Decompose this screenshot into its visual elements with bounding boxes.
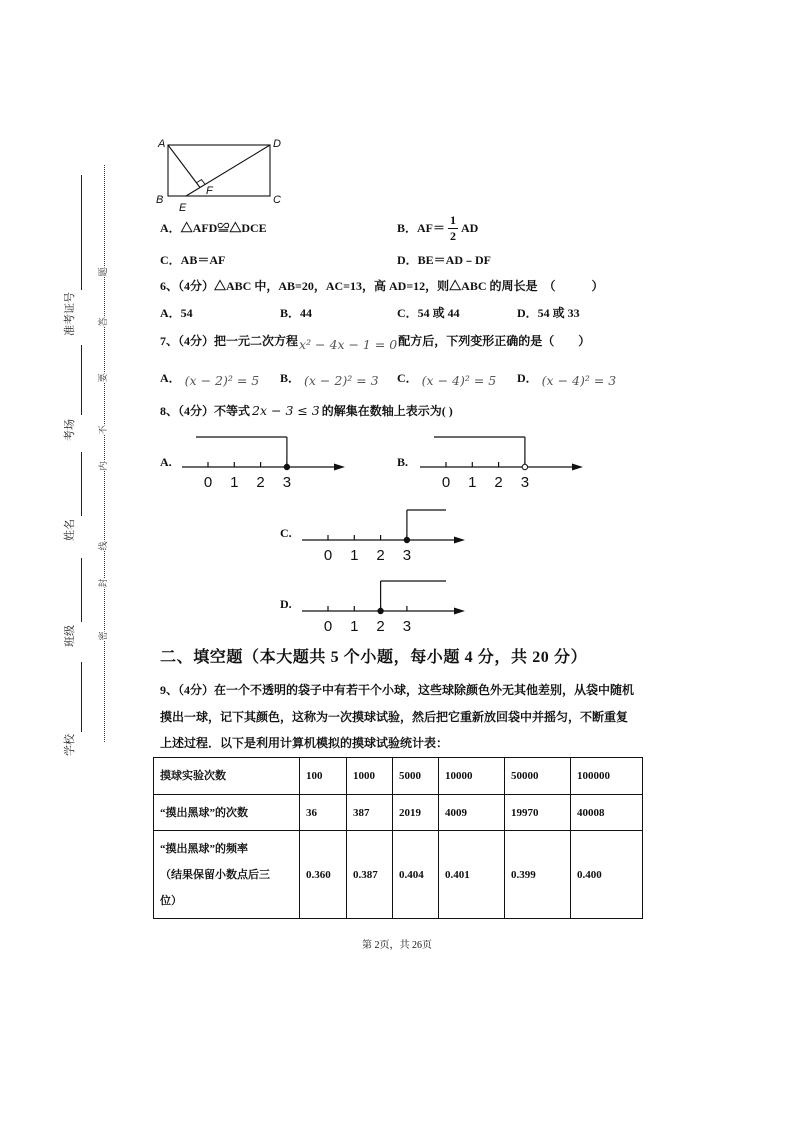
class-underline [81,558,82,622]
q5-option-a [160,220,267,236]
tick-label: 1 [350,618,359,635]
quadratic-equation: x² − 4x − 1 = 0 [299,337,398,352]
tick-label: 3 [402,618,412,635]
seal-char: 题 [99,267,109,277]
option-text: 54 [180,306,193,320]
tick-label: 0 [441,474,451,491]
option-letter: A． [160,371,181,385]
option-letter: C． [397,306,418,320]
q9-text-line: 上述过程．以下是利用计算机模拟的摸球试验统计表： [160,736,449,750]
q9-text-line: 摸出一球，记下其颜色，这称为一次摸球试验，然后把它重新放回袋中并摇匀，不断重复 [160,710,629,724]
option-letter: A． [160,221,181,235]
q7-option-a [160,370,259,386]
seal-char: 内 [99,461,109,471]
fraction-numerator: 1 [450,212,457,227]
q6-option-d [517,305,580,321]
point-label-e: E [179,202,187,214]
row-header-line: （结果保留小数点后三 [160,868,270,881]
segment-ed [186,145,270,196]
option-letter: D． [517,306,538,320]
fraction-one-half [448,213,458,244]
school-underline [81,662,82,732]
tick-label: 3 [520,474,530,491]
q6-stem: 6、（4分）△ABC 中，AB=20，AC=13，高 AD=12，则△ABC 的周长是 （ ） [160,279,604,293]
tick-label: 0 [203,474,213,491]
option-letter: A． [160,306,181,320]
q6-option-b [280,305,312,321]
option-letter: B． [397,221,418,235]
option-letter: C． [160,253,181,267]
axis-arrow-icon [572,464,583,471]
q5-option-d [397,252,491,268]
stem-text: 7、（4分）把一元二次方程 [160,334,299,348]
axis-arrow-icon [334,464,345,471]
table-cell: 19970 [505,795,571,831]
number-line-option-c [298,503,470,565]
tick-label: 2 [376,618,385,635]
table-cell: 2019 [393,795,439,831]
q7-option-c [397,370,496,386]
option-formula: (x − 2)² = 3 [304,373,379,388]
table-row [154,795,643,831]
tick-label: 3 [402,547,412,564]
row-header-line: “摸出黑球”的频率 [160,842,248,855]
room-underline [81,345,82,415]
name-label: 姓名 [63,519,76,541]
option-text: AB＝AF [180,253,226,267]
q6-option-a [160,305,193,321]
table-row [154,758,643,795]
point-label-f: F [206,185,213,197]
seal-char: 密 [99,631,109,641]
option-text: △AFD≌△DCE [180,221,267,235]
q8-option-b-letter: B. [397,455,409,469]
row-header: “摸出黑球”的次数 [154,795,300,831]
tick-label: 0 [323,547,333,564]
table-cell: 5000 [393,758,439,795]
page-number: 第 2页，共 26页 [362,940,432,951]
tick-label: 3 [282,474,292,491]
option-text: AF＝ [417,221,446,235]
q7-stem [160,333,591,352]
table-cell: 0.404 [393,831,439,919]
option-formula: (x − 4)² = 3 [541,373,617,388]
option-letter: C． [397,371,418,385]
q8-option-a-letter: A. [160,455,172,469]
option-text: 54 或 33 [537,306,580,320]
inequality: 2x − 3 ≤ 3 [252,403,320,418]
segment-af [168,145,200,188]
fraction-denominator: 2 [450,228,457,243]
row-header: 摸球实验次数 [154,758,300,795]
seal-char: 线 [99,541,109,551]
table-cell: 100000 [571,758,643,795]
row-header [154,831,300,919]
number-line-option-b [416,430,588,492]
q7-option-b [280,370,379,386]
room-label: 考场 [63,419,76,441]
q5-option-b [397,208,478,248]
option-letter: B． [280,306,301,320]
row-header-line: 位） [160,894,182,907]
exam-no-underline [81,175,82,290]
ball-trial-table [153,757,643,919]
tick-label: 1 [468,474,477,491]
q8-option-d-letter: D. [280,597,292,611]
q9-text-line: 9、（4分）在一个不透明的袋子中有若干个小球，这些球除颜色外无其他差别，从袋中随机 [160,683,635,697]
seal-dotted-line [104,165,105,742]
rectangle-figure [150,135,290,215]
closed-endpoint-dot [378,608,383,613]
table-cell: 0.387 [347,831,393,919]
seal-char: 不 [99,425,109,435]
number-line-option-d [298,574,470,636]
closed-endpoint-dot [284,464,289,469]
table-cell: 40008 [571,795,643,831]
table-cell: 36 [300,795,347,831]
axis-arrow-icon [454,537,465,544]
option-text: BE＝AD﹣DF [417,253,492,267]
stem-text: 8、（4分）不等式 [160,404,251,418]
table-cell: 0.360 [300,831,347,919]
table-cell: 0.401 [439,831,505,919]
tick-label: 2 [376,547,385,564]
seal-char: 答 [99,317,109,327]
option-text: 54 或 44 [417,306,460,320]
exam-no-label: 准考证号 [63,292,76,336]
table-cell: 100 [300,758,347,795]
option-text-tail: AD [461,221,479,235]
table-cell: 0.399 [505,831,571,919]
point-label-a: A [158,138,166,150]
option-formula: (x − 2)² = 5 [184,373,260,388]
tick-label: 1 [230,474,239,491]
point-label-c: C [273,194,281,206]
point-label-d: D [273,138,281,150]
table-cell: 1000 [347,758,393,795]
rectangle-abcd [168,145,270,196]
axis-arrow-icon [454,608,465,615]
tick-label: 2 [494,474,503,491]
option-text: 44 [300,306,313,320]
q8-option-c-letter: C. [280,526,292,540]
q5-option-c [160,252,225,268]
table-cell: 0.400 [571,831,643,919]
option-letter: B． [280,371,301,385]
table-cell: 10000 [439,758,505,795]
q6-option-c [397,305,460,321]
number-line-option-a [178,430,350,492]
q7-option-d [517,370,616,386]
closed-endpoint-dot [404,537,409,542]
tick-label: 0 [323,618,333,635]
option-letter: D． [397,253,418,267]
table-cell: 50000 [505,758,571,795]
option-formula: (x − 4)² = 5 [421,373,497,388]
section-title: 二、填空题（本大题共 5 个小题，每小题 4 分，共 20 分） [160,649,588,666]
seal-char: 要 [99,373,109,383]
table-cell: 4009 [439,795,505,831]
point-label-b: B [156,194,164,206]
q8-stem [160,403,453,419]
name-underline [81,452,82,516]
tick-label: 2 [256,474,265,491]
seal-char: 封 [99,578,109,588]
stem-text: 配方后，下列变形正确的是（ ） [398,334,591,348]
option-letter: D． [517,371,538,385]
class-label: 班级 [63,625,76,647]
table-row [154,831,643,919]
open-endpoint-circle [522,464,527,469]
school-label: 学校 [63,734,76,756]
table-cell: 387 [347,795,393,831]
tick-label: 1 [350,547,359,564]
stem-text: 的解集在数轴上表示为( ) [321,404,453,418]
